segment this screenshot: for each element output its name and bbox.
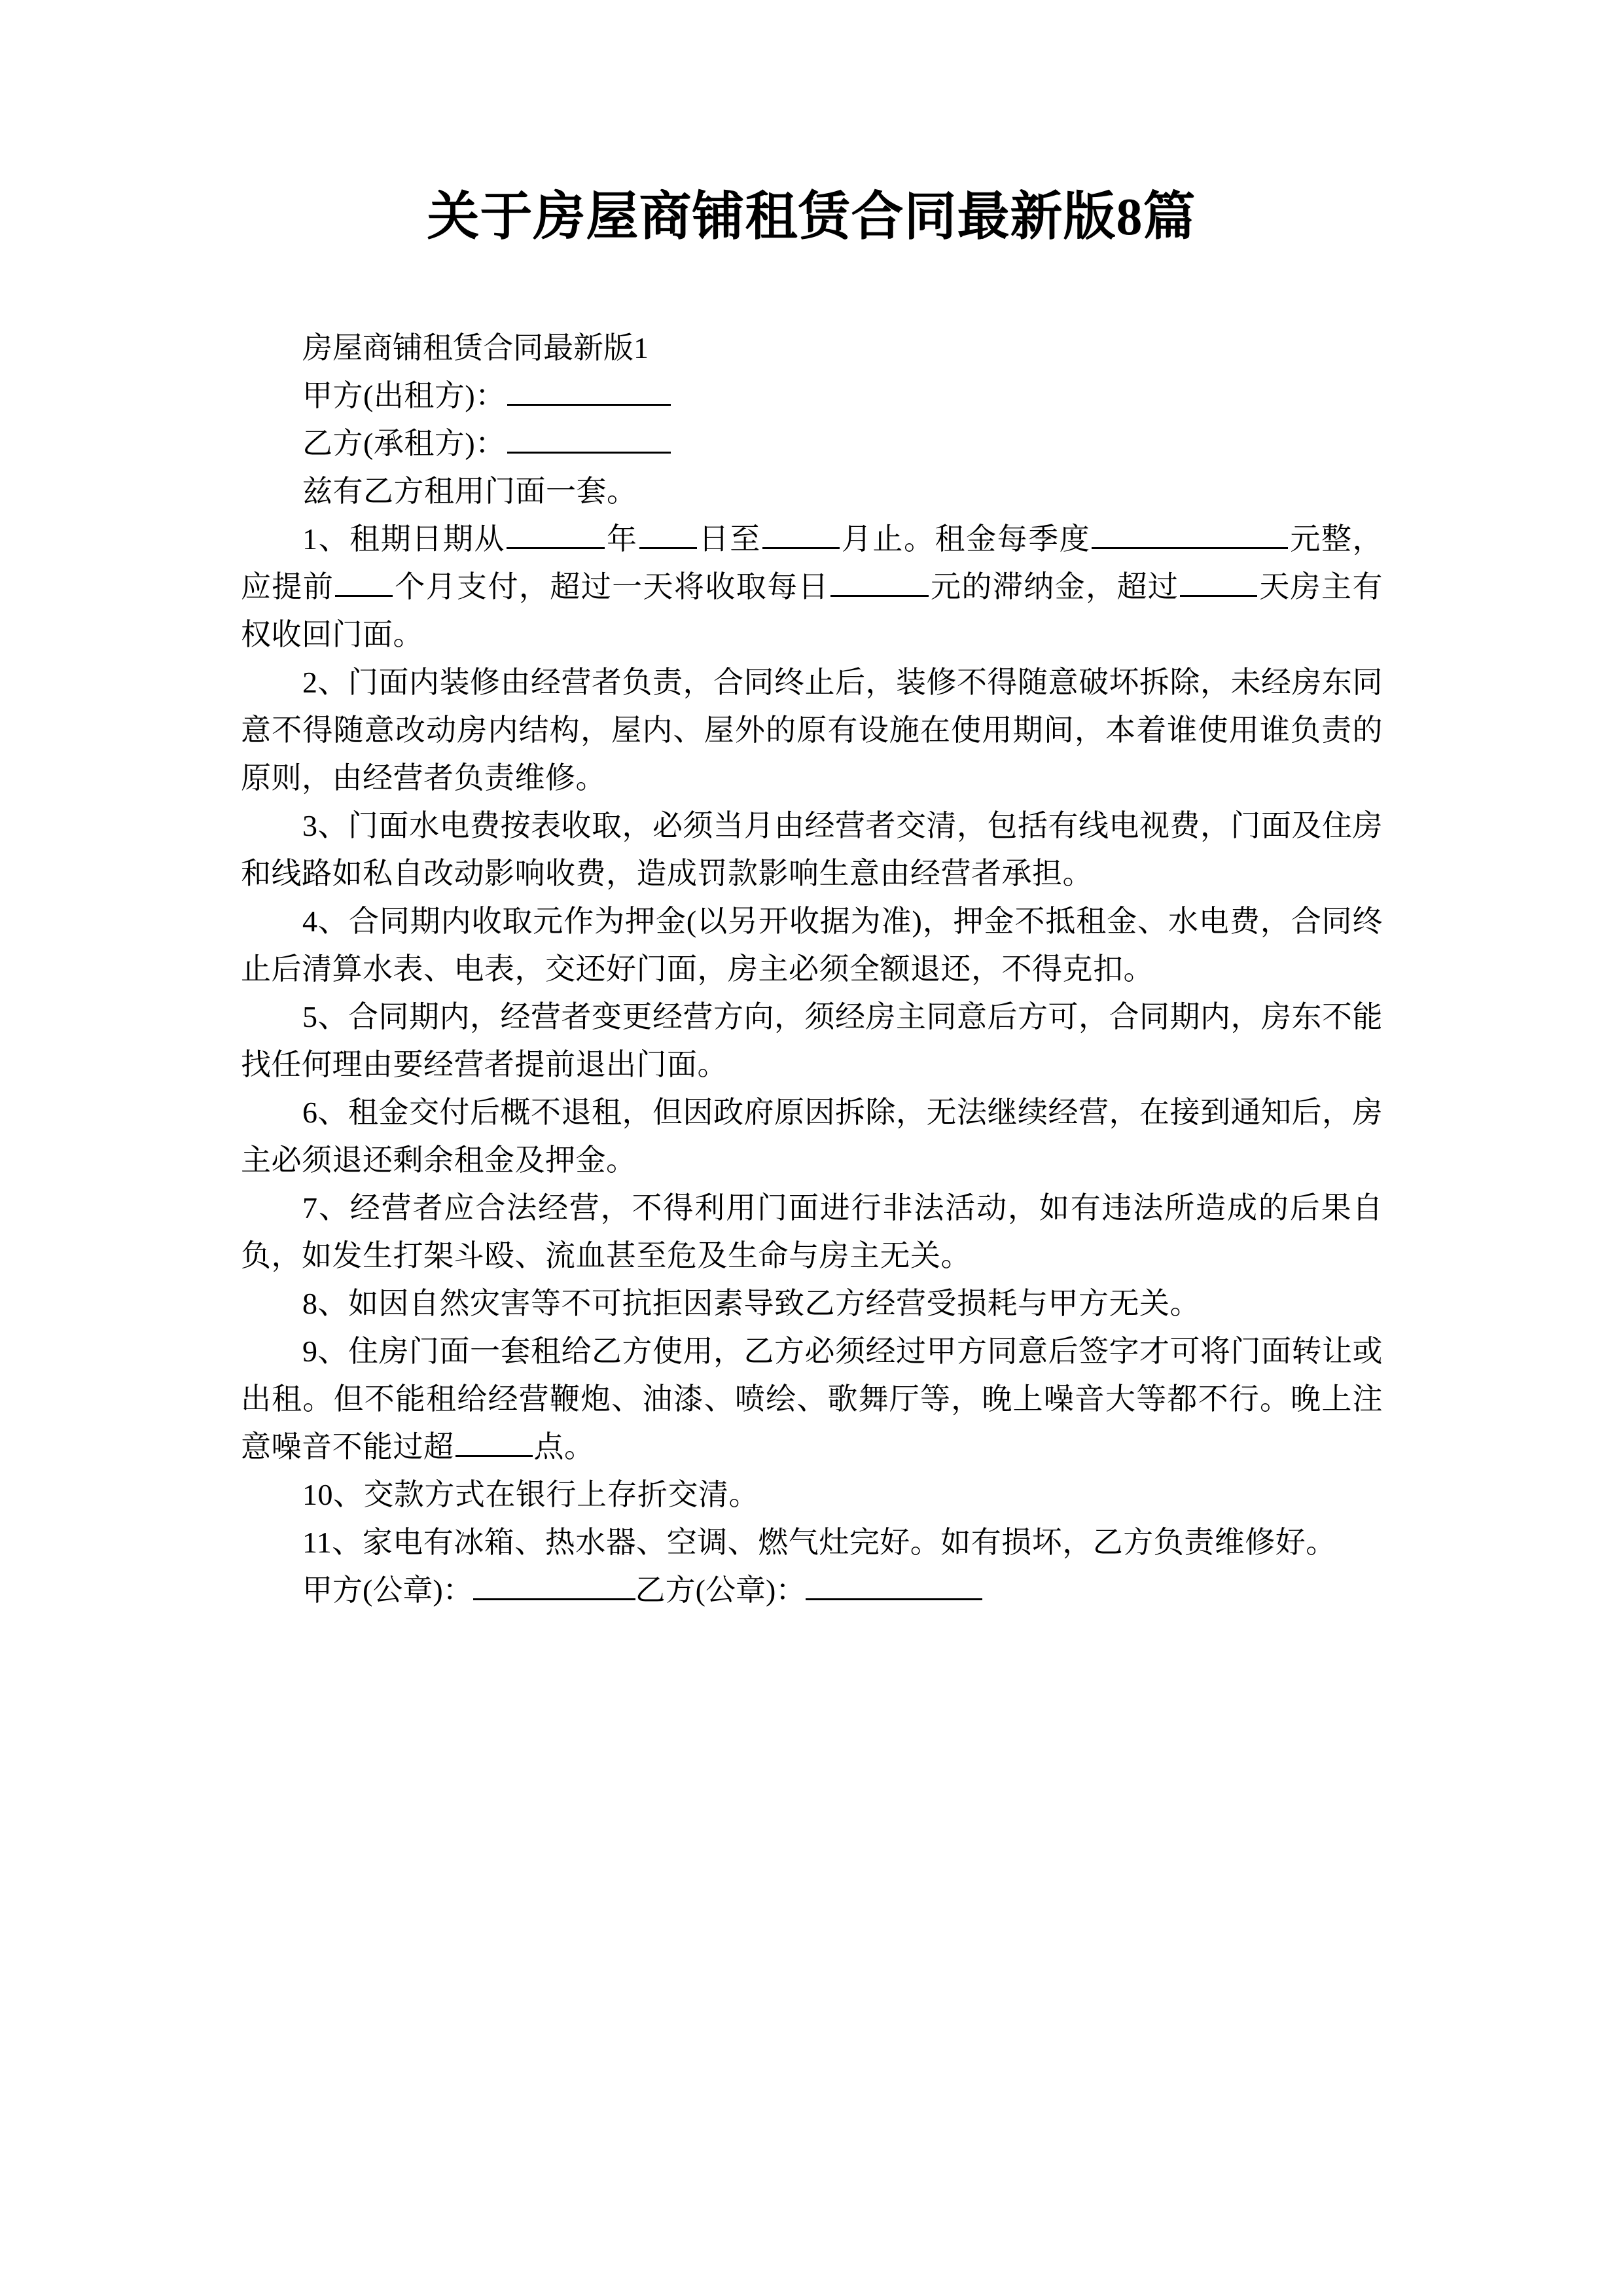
section-subheading: 房屋商铺租赁合同最新版1 (302, 331, 649, 365)
clause-9-blank-hour[interactable] (455, 1425, 533, 1457)
party-a-seal-label: 甲方(公章)： (302, 1573, 473, 1607)
party-a-field-line (241, 372, 1383, 420)
clause-3-paragraph: 3、门面水电费按表收取，必须当月由经营者交清，包括有线电视费，门面及住房和线路如私自改动影响收费，造成罚款影响生意由经营者承担。 (241, 809, 1383, 890)
clause-1-blank-penalty[interactable] (830, 565, 929, 597)
clause-2-paragraph: 2、门面内装修由经营者负责，合同终止后，装修不得随意破坏拆除，未经房东同意不得随意改动房内结构，屋内、屋外的原有设施在使用期间，本着谁使用谁负责的原则，由经营者负责维修。 (241, 666, 1383, 795)
clause-7-paragraph: 7、经营者应合法经营，不得利用门面进行非法活动，如有违法所造成的后果自负，如发生打架斗殴、流血甚至危及生命与房主无关。 (241, 1191, 1383, 1272)
clause-1-paragraph (241, 515, 1383, 658)
clause-1-text-g: 元的滞纳金，超过 (930, 570, 1179, 603)
page-title: 关于房屋商铺租赁合同最新版8篇 (427, 188, 1196, 246)
clause-9-text-b: 点。 (533, 1430, 595, 1463)
clause-10-paragraph: 10、交款方式在银行上存折交清。 (302, 1478, 759, 1511)
clause-1-blank-days[interactable] (1180, 565, 1257, 597)
clause-11-paragraph: 11、家电有冰箱、热水器、空调、燃气灶完好。如有损坏，乙方负责维修好。 (302, 1526, 1336, 1559)
party-a-label: 甲方(出租方)： (302, 379, 506, 412)
clause-6-paragraph: 6、租金交付后概不退租，但因政府原因拆除，无法继续经营，在接到通知后，房主必须退还剩余租金及押金。 (241, 1096, 1383, 1177)
clause-1-blank-months-advance[interactable] (335, 565, 393, 597)
clause-1-text-h: 天房主有权收回门面。 (241, 570, 1383, 651)
clause-1-text-c: 日至 (698, 522, 761, 556)
clause-1-text-d: 月止。租金每季度 (840, 522, 1091, 556)
clause-1-text-e: 元整，应提前 (241, 522, 1383, 603)
party-b-seal-blank[interactable] (806, 1568, 982, 1600)
clause-9-paragraph (241, 1327, 1383, 1471)
preamble-paragraph: 兹有乙方租用门面一套。 (302, 475, 637, 508)
clause-4-paragraph: 4、合同期内收取元作为押金(以另开收据为准)，押金不抵租金、水电费，合同终止后清算水表、电表，交还好门面，房主必须全额退还，不得克扣。 (241, 905, 1383, 986)
document-body (241, 324, 1383, 1614)
party-b-blank[interactable] (507, 422, 671, 454)
party-a-blank[interactable] (507, 374, 671, 406)
party-a-seal-blank[interactable] (473, 1568, 635, 1600)
party-b-seal-label: 乙方(公章)： (635, 1573, 806, 1607)
clause-5-paragraph: 5、合同期内，经营者变更经营方向，须经房主同意后方可，合同期内，房东不能找任何理由要经营者提前退出门面。 (241, 1000, 1383, 1081)
party-b-label: 乙方(承租方)： (302, 427, 506, 460)
party-b-field-line (241, 420, 1383, 467)
clause-9-text-a: 9、住房门面一套租给乙方使用，乙方必须经过甲方同意后签字才可将门面转让或出租。但不能租给经营鞭炮、油漆、喷绘、歌舞厅等，晚上噪音大等都不行。晚上注意噪音不能过超 (241, 1335, 1383, 1463)
signature-line (241, 1566, 1383, 1614)
clause-1-blank-day[interactable] (639, 517, 697, 549)
clause-1-text-b: 年 (605, 522, 638, 556)
clause-1-text-a: 1、租期日期从 (302, 522, 505, 556)
clause-8-paragraph: 8、如因自然灾害等不可抗拒因素导致乙方经营受损耗与甲方无关。 (302, 1287, 1200, 1320)
clause-1-blank-month[interactable] (762, 517, 840, 549)
clause-1-blank-rent[interactable] (1092, 517, 1288, 549)
clause-1-text-f: 个月支付，超过一天将收取每日 (394, 570, 830, 603)
clause-1-blank-year[interactable] (507, 517, 605, 549)
